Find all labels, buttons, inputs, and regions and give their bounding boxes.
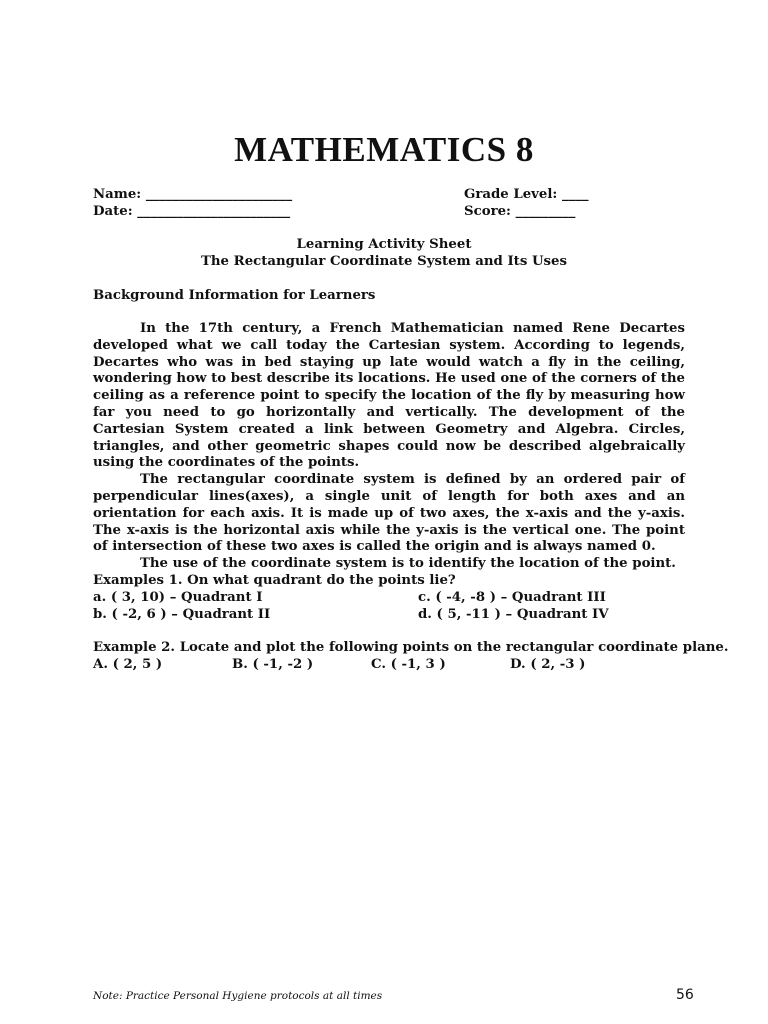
example1-item-c: c. ( -4, -8 ) – Quadrant III [418,590,606,605]
footer-note: Note: Practice Personal Hygiene protocols at all times [93,990,383,1002]
score-field: Score: _________ [464,204,576,219]
example2-point-d: D. ( 2, -3 ) [510,657,586,672]
example2-point-a: A. ( 2, 5 ) [93,657,163,672]
example1-item-a: a. ( 3, 10) – Quadrant I [93,590,263,605]
paragraph: The rectangular coordinate system is defined by an ordered pair of perpendicular lines(axes), a single unit of length for both axes and an orientation for each axis. It is made up of two axes, the x-axis and the y-axis. The x-axis is the horizontal axis while the y-axis is the vertical one. The point of intersection of these two axes is called the origin and is always named 0. [93,472,685,555]
background-text [93,321,685,573]
paragraph: In the 17th century, a French Mathematician named Rene Decartes developed what we call today the Cartesian system. According to legends, Decartes who was in bed staying up late would watch a fly in the ceiling, wondering how to best describe its locations. He used one of the corners of the ceiling as a reference point to specify the location of the fly by measuring how far you need to go horizontally and vertically. The development of the Cartesian System created a link between Geometry and Algebra. Circles, triangles, and other geometric shapes could now be described algebraically using the coordinates of the points. [93,321,685,471]
example2-title: Example 2. Locate and plot the following points on the rectangular coordinate plane. [93,640,729,655]
paragraph: The use of the coordinate system is to identify the location of the point. [140,556,676,572]
example1-item-d: d. ( 5, -11 ) – Quadrant IV [418,607,609,622]
sheet-subheading: The Rectangular Coordinate System and Its Uses [201,254,567,269]
section-title: Background Information for Learners [93,288,376,303]
example2-point-c: C. ( -1, 3 ) [371,657,446,672]
example1-title: Examples 1. On what quadrant do the points lie? [93,573,456,588]
sheet-heading: Learning Activity Sheet [296,237,472,252]
date-field: Date: _______________________ [93,204,291,219]
grade-level-field: Grade Level: ____ [464,187,589,202]
page-number: 56 [676,987,694,1003]
example1-item-b: b. ( -2, 6 ) – Quadrant II [93,607,271,622]
page-title: MATHEMATICS 8 [234,130,534,169]
name-field: Name: ______________________ [93,187,293,202]
example2-point-b: B. ( -1, -2 ) [232,657,314,672]
